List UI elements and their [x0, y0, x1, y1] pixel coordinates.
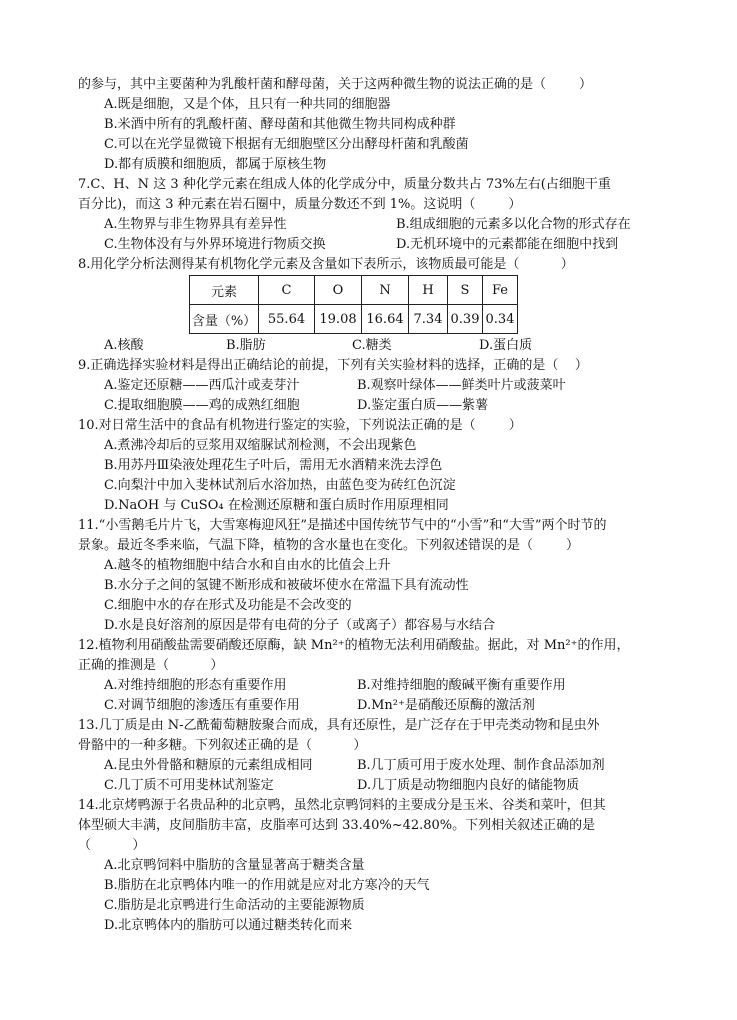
table-cell: O	[315, 276, 362, 305]
q14-option-c: C.脂肪是北京鸭进行生命活动的主要能源物质	[104, 898, 365, 913]
q14-option-b: B.脂肪在北京鸭体内唯一的作用就是应对北方寒冷的天气	[104, 878, 430, 893]
q6-option-b: B.米酒中所有的乳酸杆菌、酵母菌和其他微生物共同构成种群	[104, 117, 456, 132]
q10-option-c: C.向梨汁中加入斐林试剂后水浴加热，由蓝色变为砖红色沉淀	[104, 478, 456, 493]
table-cell: S	[448, 276, 483, 305]
q11-option-c: C.细胞中水的存在形式及功能是不会改变的	[104, 598, 352, 613]
q6-option-d: D.都有质膜和细胞质，都属于原核生物	[104, 157, 327, 172]
q14-stem-line1: 14.北京烤鸭源于名贵品种的北京鸭，虽然北京鸭饲料的主要成分是玉米、谷类和菜叶，但其	[78, 798, 606, 813]
q14-option-a: A.北京鸭饲料中脂肪的含量显著高于糖类含量	[104, 858, 365, 873]
q14-option-d: D.北京鸭体内的脂肪可以通过糖类转化而来	[104, 918, 353, 933]
q12-option-a: A.对维持细胞的形态有重要作用	[104, 678, 287, 693]
q6-stem: 的参与，其中主要菌种为乳酸杆菌和酵母菌，关于这两种微生物的说法正确的是（ ）	[78, 77, 593, 92]
q11-option-a: A.越冬的植物细胞中结合水和自由水的比值会上升	[104, 558, 391, 573]
q13-stem-line2: 骨骼中的一种多糖。下列叙述正确的是（ ）	[78, 738, 367, 753]
table-cell: 含量（%）	[190, 305, 259, 334]
table-cell: N	[362, 276, 409, 305]
q12-option-d: D.Mn²⁺是硝酸还原酶的激活剂	[357, 698, 535, 713]
table-cell: Fe	[483, 276, 518, 305]
q12-stem-line2: 正确的推测是（ ）	[78, 658, 224, 673]
element-content-table	[189, 275, 518, 334]
q9-stem: 9.正确选择实验材料是得出正确结论的前提，下列有关实验材料的选择，正确的是（ ）	[78, 358, 588, 373]
table-header-row	[190, 276, 518, 305]
table-cell: 55.64	[259, 305, 315, 334]
q11-stem-line2: 景象。最近冬季来临，气温下降，植物的含水量也在变化。下列叙述错误的是（ ）	[78, 538, 580, 553]
q11-stem-line1: 11.“小雪鹅毛片片飞，大雪寒梅迎风狂”是描述中国传统节气中的“小雪”和“大雪”两个时节的	[78, 518, 607, 533]
table-cell: C	[259, 276, 315, 305]
q11-option-b: B.水分子之间的氢键不断形成和被破坏使水在常温下具有流动性	[104, 578, 469, 593]
q12-option-b: B.对维持细胞的酸碱平衡有重要作用	[357, 678, 566, 693]
q9-option-d: D.鉴定蛋白质——紫薯	[357, 398, 489, 413]
q7-option-a: A.生物界与非生物界具有差异性	[104, 217, 287, 232]
q12-option-c: C.对调节细胞的渗透压有重要作用	[104, 698, 300, 713]
q8-stem: 8.用化学分析法测得某有机物化学元素及含量如下表所示，该物质最可能是（ ）	[78, 257, 574, 272]
table-cell: 7.34	[409, 305, 448, 334]
q9-option-b: B.观察叶绿体——鲜类叶片或菠菜叶	[357, 378, 566, 393]
table-cell: 19.08	[315, 305, 362, 334]
q10-option-b: B.用苏丹Ⅲ染液处理花生子叶后，需用无水酒精来洗去浮色	[104, 458, 443, 473]
q7-option-b: B.组成细胞的元素多以化合物的形式存在	[396, 217, 631, 232]
table-cell: 0.34	[483, 305, 518, 334]
q8-option-a: A.核酸	[104, 338, 144, 353]
table-cell: H	[409, 276, 448, 305]
q10-option-a: A.煮沸冷却后的豆浆用双缩脲试剂检测，不会出现紫色	[104, 438, 417, 453]
q6-option-a: A.既是细胞，又是个体，且只有一种共同的细胞器	[104, 97, 391, 112]
table-cell: 元素	[190, 276, 259, 305]
q14-stem-line2: 体型硕大丰满，皮间脂肪丰富，皮脂率可达到 33.40%~42.80%。下列相关叙述正确的是	[78, 818, 596, 833]
q12-stem-line1: 12.植物利用硝酸盐需要硝酸还原酶，缺 Mn²⁺的植物无法利用硝酸盐。据此，对 Mn²⁺的作用，	[78, 638, 630, 653]
table-cell: 16.64	[362, 305, 409, 334]
q10-stem: 10.对日常生活中的食品有机物进行鉴定的实验，下列说法正确的是（ ）	[78, 418, 522, 433]
q14-stem-line3: （ ）	[78, 838, 146, 853]
table-cell: 0.39	[448, 305, 483, 334]
q7-option-d: D.无机环境中的元素都能在细胞中找到	[396, 237, 619, 252]
q6-option-c: C.可以在光学显微镜下根据有无细胞壁区分出酵母杆菌和乳酸菌	[104, 137, 469, 152]
q8-option-d: D.蛋白质	[479, 338, 533, 353]
q7-stem-line2: 百分比)，而这 3 种元素在岩石圈中，质量分数还不到 1%。这说明（ ）	[78, 197, 522, 212]
q13-stem-line1: 13.几丁质是由 N-乙酰葡萄糖胺聚合而成，具有还原性，是广泛存在于甲壳类动物和昆虫外	[78, 718, 600, 733]
q13-option-a: A.昆虫外骨骼和糖原的元素组成相同	[104, 758, 313, 773]
q11-option-d: D.水是良好溶剂的原因是带有电荷的分子（或离子）都容易与水结合	[104, 618, 496, 633]
q13-option-d: D.几丁质是动物细胞内良好的储能物质	[357, 778, 580, 793]
q9-option-a: A.鉴定还原糖——西瓜汁或麦芽汁	[104, 378, 300, 393]
q8-option-c: C.糖类	[352, 338, 392, 353]
q7-stem-line1: 7.C、H、N 这 3 种化学元素在组成人体的化学成分中，质量分数共占 73%左右(占细胞干重	[78, 177, 611, 192]
table-row	[190, 305, 518, 334]
q9-option-c: C.提取细胞膜——鸡的成熟红细胞	[104, 398, 300, 413]
q8-option-b: B.脂肪	[226, 338, 266, 353]
q7-option-c: C.生物体没有与外界环境进行物质交换	[104, 237, 326, 252]
q13-option-c: C.几丁质不可用斐林试剂鉴定	[104, 778, 274, 793]
q13-option-b: B.几丁质可用于废水处理、制作食品添加剂	[357, 758, 605, 773]
q10-option-d: D.NaOH 与 CuSO₄ 在检测还原糖和蛋白质时作用原理相同	[104, 498, 449, 513]
